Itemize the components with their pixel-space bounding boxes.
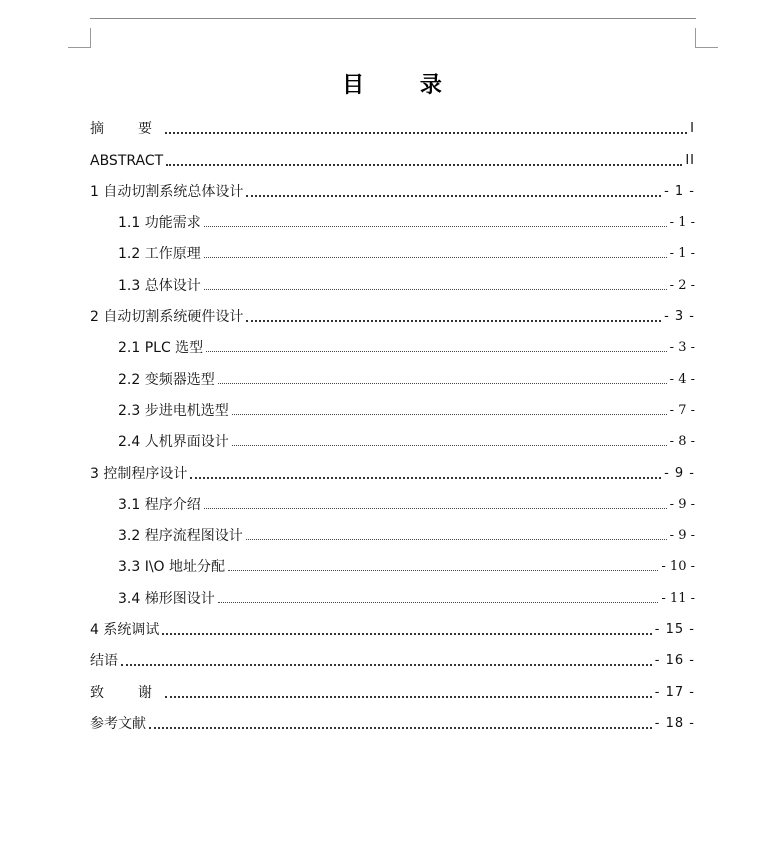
toc-page-number: - 9 - bbox=[669, 528, 695, 544]
toc-page-number: - 9 - bbox=[664, 465, 695, 481]
toc-entry-label: 参考文献 bbox=[90, 715, 146, 732]
toc-entry-label: 1.1 功能需求 bbox=[118, 215, 201, 232]
toc-dot-leader bbox=[121, 664, 652, 666]
toc-page-number: - 11 - bbox=[661, 590, 695, 606]
toc-entry-label: 2 自动切割系统硬件设计 bbox=[90, 309, 244, 326]
toc-dot-leader bbox=[218, 602, 659, 603]
toc-dot-leader bbox=[246, 320, 661, 322]
toc-page-number: - 10 - bbox=[661, 559, 695, 575]
toc-entry-label: 3.2 程序流程图设计 bbox=[118, 528, 243, 545]
margin-corner-right-vertical bbox=[695, 28, 696, 48]
toc-entry-label: 1.3 总体设计 bbox=[118, 277, 201, 294]
toc-page-number: - 17 - bbox=[654, 684, 695, 700]
toc-entry[interactable] bbox=[90, 575, 695, 606]
toc-entry[interactable] bbox=[90, 701, 695, 732]
toc-dot-leader bbox=[232, 445, 667, 446]
toc-page-number: - 18 - bbox=[654, 715, 695, 731]
toc-page-number: - 8 - bbox=[669, 434, 695, 450]
toc-entry-label: 2.4 人机界面设计 bbox=[118, 434, 229, 451]
toc-page-number: - 1 - bbox=[669, 246, 695, 262]
toc-entry[interactable] bbox=[90, 638, 695, 669]
toc-entry-label: 3.3 I\O 地址分配 bbox=[118, 559, 226, 576]
toc-entry[interactable] bbox=[90, 169, 695, 200]
toc-page-number: - 15 - bbox=[654, 622, 695, 638]
table-of-contents bbox=[90, 106, 695, 732]
toc-entry-label: 2.2 变频器选型 bbox=[118, 371, 215, 388]
toc-dot-leader bbox=[165, 132, 687, 134]
toc-title: 目 录 bbox=[342, 73, 466, 98]
toc-dot-leader bbox=[206, 351, 666, 352]
toc-entry-label: ABSTRACT bbox=[90, 152, 164, 169]
toc-entry[interactable] bbox=[90, 513, 695, 544]
toc-dot-leader bbox=[162, 633, 651, 635]
toc-entry-label: 2.1 PLC 选型 bbox=[118, 340, 204, 357]
toc-entry-label: 结语 bbox=[90, 653, 118, 670]
toc-entry-label: 致 谢 bbox=[90, 684, 162, 701]
toc-entry-label: 1 自动切割系统总体设计 bbox=[90, 183, 244, 200]
toc-page-number: - 16 - bbox=[654, 653, 695, 669]
toc-entry[interactable] bbox=[90, 607, 695, 638]
toc-page-number: - 7 - bbox=[669, 402, 695, 418]
toc-page-number: - 4 - bbox=[669, 371, 695, 387]
toc-dot-leader bbox=[218, 383, 667, 384]
toc-entry-label: 3.1 程序介绍 bbox=[118, 496, 201, 513]
margin-corner-left-vertical bbox=[90, 28, 91, 48]
toc-dot-leader bbox=[165, 696, 652, 698]
toc-dot-leader bbox=[246, 539, 667, 540]
toc-entry[interactable] bbox=[90, 450, 695, 481]
toc-entry[interactable] bbox=[90, 200, 695, 231]
toc-dot-leader bbox=[204, 226, 667, 227]
toc-page-number: - 3 - bbox=[669, 340, 695, 356]
margin-corner-left-horizontal bbox=[68, 47, 91, 48]
toc-entry[interactable] bbox=[90, 482, 695, 513]
toc-entry[interactable] bbox=[90, 419, 695, 450]
toc-entry-label: 4 系统调试 bbox=[90, 622, 160, 639]
toc-entry[interactable] bbox=[90, 356, 695, 387]
toc-dot-leader bbox=[246, 195, 661, 197]
margin-corner-right-horizontal bbox=[695, 47, 718, 48]
toc-entry[interactable] bbox=[90, 262, 695, 293]
toc-entry[interactable] bbox=[90, 669, 695, 700]
toc-page-number: - 3 - bbox=[664, 309, 695, 325]
toc-page-number: - 1 - bbox=[664, 183, 695, 199]
toc-entry[interactable] bbox=[90, 325, 695, 356]
toc-page-number: - 1 - bbox=[669, 215, 695, 231]
toc-entry[interactable] bbox=[90, 231, 695, 262]
toc-dot-leader bbox=[204, 508, 667, 509]
toc-dot-leader bbox=[190, 477, 661, 479]
toc-dot-leader bbox=[166, 164, 682, 166]
toc-entry-label: 摘 要 bbox=[90, 121, 162, 138]
toc-dot-leader bbox=[149, 727, 652, 729]
toc-page-number: II bbox=[685, 152, 695, 168]
toc-dot-leader bbox=[204, 257, 667, 258]
toc-dot-leader bbox=[228, 570, 658, 571]
toc-entry[interactable] bbox=[90, 294, 695, 325]
toc-page-number: I bbox=[690, 121, 695, 137]
toc-entry[interactable] bbox=[90, 388, 695, 419]
toc-entry-label: 3 控制程序设计 bbox=[90, 465, 188, 482]
page-top-border bbox=[90, 18, 696, 19]
toc-dot-leader bbox=[204, 289, 667, 290]
toc-entry[interactable] bbox=[90, 137, 695, 168]
toc-entry-label: 2.3 步进电机选型 bbox=[118, 402, 229, 419]
toc-dot-leader bbox=[232, 414, 667, 415]
toc-page-number: - 9 - bbox=[669, 496, 695, 512]
toc-entry-label: 3.4 梯形图设计 bbox=[118, 590, 215, 607]
toc-entry-label: 1.2 工作原理 bbox=[118, 246, 201, 263]
toc-entry[interactable] bbox=[90, 106, 695, 137]
toc-page-number: - 2 - bbox=[669, 277, 695, 293]
toc-entry[interactable] bbox=[90, 544, 695, 575]
